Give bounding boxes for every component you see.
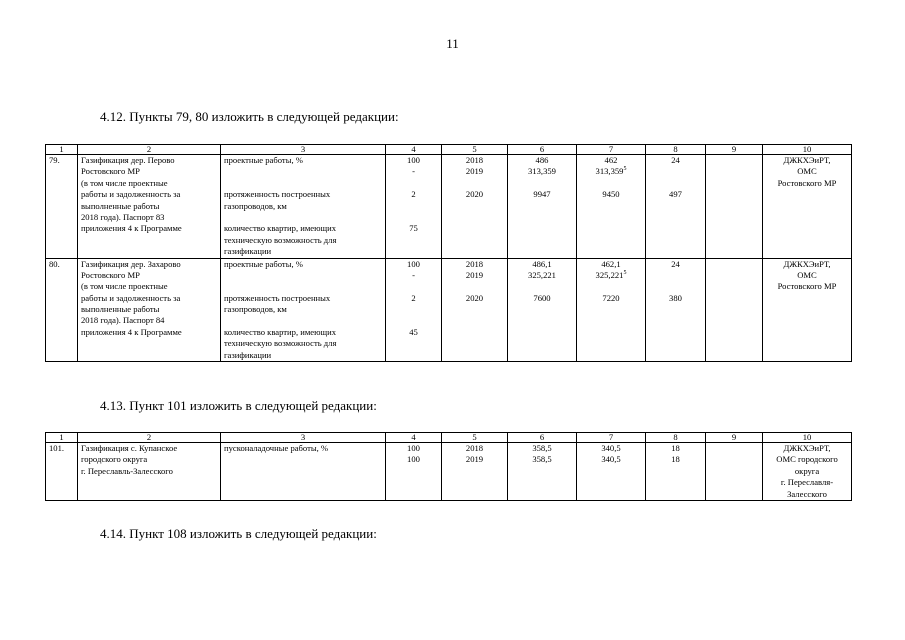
cell-line: городского округа <box>81 454 148 465</box>
value-cell-col8 <box>646 443 706 501</box>
cell-line: - <box>412 269 415 280</box>
year-cell <box>442 443 508 501</box>
cell-line: количество квартир, имеющих <box>224 223 337 234</box>
cell-line: приложения 4 к Программе <box>81 223 182 234</box>
cell-line: 2020 <box>465 292 484 303</box>
cell-line: газопроводов, км <box>224 200 287 211</box>
indicator-cell <box>221 155 386 259</box>
cell-line <box>224 315 382 326</box>
row-number: 80. <box>46 258 78 362</box>
row-number: 101. <box>46 443 78 501</box>
cell-line: Газификация дер. Захарово <box>81 258 181 269</box>
col-header-4: 4 <box>386 145 442 155</box>
cell-line <box>649 166 702 177</box>
cell-line: 358,5 <box>532 443 552 453</box>
col-header-10: 10 <box>763 433 852 443</box>
cell-line: 24 <box>671 155 680 165</box>
cell-line: 2 <box>411 189 416 200</box>
cell-line: 100 <box>407 443 420 453</box>
cell-line: 340,5 <box>601 454 621 465</box>
col-header-5: 5 <box>442 145 508 155</box>
cell-line <box>389 178 438 189</box>
section-heading-4-14: 4.14. Пункт 108 изложить в следующей редакции: <box>100 526 377 541</box>
cell-line: ДЖКХЭиРТ, <box>783 443 831 453</box>
cell-line: 7600 <box>533 292 551 303</box>
responsible-cell <box>763 258 852 362</box>
cell-line: ОМС <box>797 269 817 280</box>
cell-line <box>649 178 702 189</box>
cell-line <box>580 270 642 281</box>
col-header-2: 2 <box>78 145 221 155</box>
footnote-mark: 5 <box>623 270 627 277</box>
cell-line: 2018 <box>465 155 484 165</box>
col-header-7: 7 <box>577 433 646 443</box>
cell-line <box>389 201 438 212</box>
table-items-79-80 <box>45 144 852 362</box>
cell-line <box>580 178 642 189</box>
cell-line: техническую возможность для <box>224 338 337 349</box>
cell-line: приложения 4 к Программе <box>81 326 182 337</box>
value-cell-col7 <box>577 258 646 362</box>
cell-line: 462,1 <box>601 258 621 269</box>
table-row <box>46 443 852 501</box>
cell-line: количество квартир, имеющих <box>224 326 337 337</box>
cell-line: ДЖКХЭиРТ, <box>783 258 831 269</box>
value-cell-col6 <box>508 443 577 501</box>
object-name-cell <box>78 443 221 501</box>
col-header-9: 9 <box>706 433 763 443</box>
cell-line: проектные работы, % <box>224 155 303 165</box>
row-number: 79. <box>46 155 78 259</box>
cell-line: 2019 <box>465 269 484 280</box>
table-item-101 <box>45 432 852 501</box>
col-header-9: 9 <box>706 145 763 155</box>
value-cell-col9 <box>706 443 763 501</box>
cell-value: 313,359 <box>595 166 624 177</box>
cell-line: газификации <box>224 246 272 257</box>
col-header-1: 1 <box>46 145 78 155</box>
cell-line: Ростовского МР <box>777 177 837 188</box>
cell-line: газопроводов, км <box>224 304 287 315</box>
cell-line: (в том числе проектные <box>81 177 168 188</box>
value-cell-col8 <box>646 258 706 362</box>
col-header-7: 7 <box>577 145 646 155</box>
object-name-cell <box>78 258 221 362</box>
cell-line <box>224 270 382 281</box>
cell-line: 9947 <box>533 189 551 200</box>
responsible-cell <box>763 155 852 259</box>
section-heading-4-12: 4.12. Пункты 79, 80 изложить в следующей редакции: <box>100 109 399 124</box>
cell-line: 7220 <box>602 292 620 303</box>
cell-line: 100 <box>407 155 420 165</box>
cell-line: 18 <box>671 443 680 453</box>
value-cell-col8 <box>646 155 706 259</box>
responsible-cell <box>763 443 852 501</box>
cell-line: Ростовского МР <box>81 166 140 177</box>
cell-line: 18 <box>671 454 680 465</box>
value-cell-col9 <box>706 258 763 362</box>
cell-line: Ростовского МР <box>81 269 140 280</box>
cell-value: 325,221 <box>595 269 624 280</box>
cell-line: - <box>412 166 415 177</box>
cell-line <box>445 281 504 292</box>
cell-line: работы и задолженность за <box>81 189 181 200</box>
value-cell-col6 <box>508 258 577 362</box>
cell-line: выполненные работы <box>81 304 160 315</box>
cell-line: ОМС городского <box>776 454 838 465</box>
cell-line: Ростовского МР <box>777 281 837 292</box>
year-cell <box>442 258 508 362</box>
cell-line <box>580 281 642 292</box>
cell-line <box>224 212 382 223</box>
col-header-4: 4 <box>386 433 442 443</box>
col-header-3: 3 <box>221 145 386 155</box>
footnote-mark: 5 <box>623 166 627 173</box>
cell-line: г. Переславля- <box>780 477 834 488</box>
cell-line: г. Переславль-Залесского <box>81 465 173 476</box>
cell-line <box>389 315 438 326</box>
year-cell <box>442 155 508 259</box>
cell-line: протяженность построенных <box>224 292 331 303</box>
cell-line: выполненные работы <box>81 200 160 211</box>
cell-line: (в том числе проектные <box>81 281 168 292</box>
cell-line: 9450 <box>602 189 620 200</box>
cell-line: 340,5 <box>601 443 621 453</box>
cell-line: проектные работы, % <box>224 258 303 269</box>
col-header-2: 2 <box>78 433 221 443</box>
cell-line: 2018 года). Паспорт 83 <box>81 211 165 222</box>
cell-line: работы и задолженность за <box>81 292 181 303</box>
col-header-1: 1 <box>46 433 78 443</box>
cell-line: 2019 <box>465 454 484 465</box>
col-header-6: 6 <box>508 145 577 155</box>
cell-line: ДЖКХЭиРТ, <box>783 155 831 165</box>
cell-line <box>389 212 438 223</box>
cell-line: 2 <box>411 292 416 303</box>
cell-line <box>389 304 438 315</box>
cell-line: Газификация дер. Перово <box>81 155 175 165</box>
cell-line <box>389 281 438 292</box>
value-cell-col4 <box>386 443 442 501</box>
col-header-10: 10 <box>763 145 852 155</box>
col-header-3: 3 <box>221 433 386 443</box>
cell-line: 313,359 <box>528 166 556 177</box>
cell-line: 325,221 <box>528 269 556 280</box>
col-header-5: 5 <box>442 433 508 443</box>
cell-line: 358,5 <box>532 454 552 465</box>
value-cell-col9 <box>706 155 763 259</box>
cell-line <box>649 281 702 292</box>
cell-line: Залесского <box>787 488 827 499</box>
cell-line: 486 <box>535 155 549 165</box>
cell-line <box>511 178 573 189</box>
cell-line <box>511 281 573 292</box>
value-cell-col7 <box>577 443 646 501</box>
cell-line: 2019 <box>465 166 484 177</box>
cell-line: 45 <box>409 326 418 337</box>
cell-line: Газификация с. Купанское <box>81 443 178 453</box>
cell-line: 100 <box>407 454 420 465</box>
value-cell-col4 <box>386 258 442 362</box>
col-header-8: 8 <box>646 145 706 155</box>
cell-line: округа <box>794 465 820 476</box>
cell-line <box>580 166 642 177</box>
cell-line: 462 <box>604 155 618 165</box>
cell-line: техническую возможность для <box>224 234 337 245</box>
cell-line: 2020 <box>465 189 484 200</box>
cell-line: 75 <box>409 223 418 234</box>
col-header-8: 8 <box>646 433 706 443</box>
cell-line <box>224 178 382 189</box>
cell-line: 2018 <box>465 443 484 453</box>
cell-line <box>445 178 504 189</box>
table-header-row <box>46 433 852 443</box>
table-row <box>46 258 852 362</box>
cell-line: пусконаладочные работы, % <box>224 443 329 453</box>
cell-line <box>649 270 702 281</box>
cell-line: 497 <box>669 189 682 200</box>
cell-line: ОМС <box>797 166 817 177</box>
table-row <box>46 155 852 259</box>
cell-line: 2018 <box>465 258 484 269</box>
section-heading-4-13: 4.13. Пункт 101 изложить в следующей редакции: <box>100 398 377 413</box>
object-name-cell <box>78 155 221 259</box>
col-header-6: 6 <box>508 433 577 443</box>
cell-line: 100 <box>407 258 420 269</box>
cell-line <box>224 166 382 177</box>
value-cell-col6 <box>508 155 577 259</box>
cell-line: 24 <box>671 258 680 269</box>
cell-line: 380 <box>669 292 682 303</box>
indicator-cell <box>221 258 386 362</box>
cell-line <box>224 281 382 292</box>
cell-line: 486,1 <box>532 258 552 269</box>
value-cell-col7 <box>577 155 646 259</box>
cell-line: газификации <box>224 349 272 360</box>
table-header-row <box>46 145 852 155</box>
value-cell-col4 <box>386 155 442 259</box>
cell-line: 2018 года). Паспорт 84 <box>81 315 165 326</box>
page-number: 11 <box>446 36 459 51</box>
indicator-cell <box>221 443 386 501</box>
cell-line: протяженность построенных <box>224 189 331 200</box>
